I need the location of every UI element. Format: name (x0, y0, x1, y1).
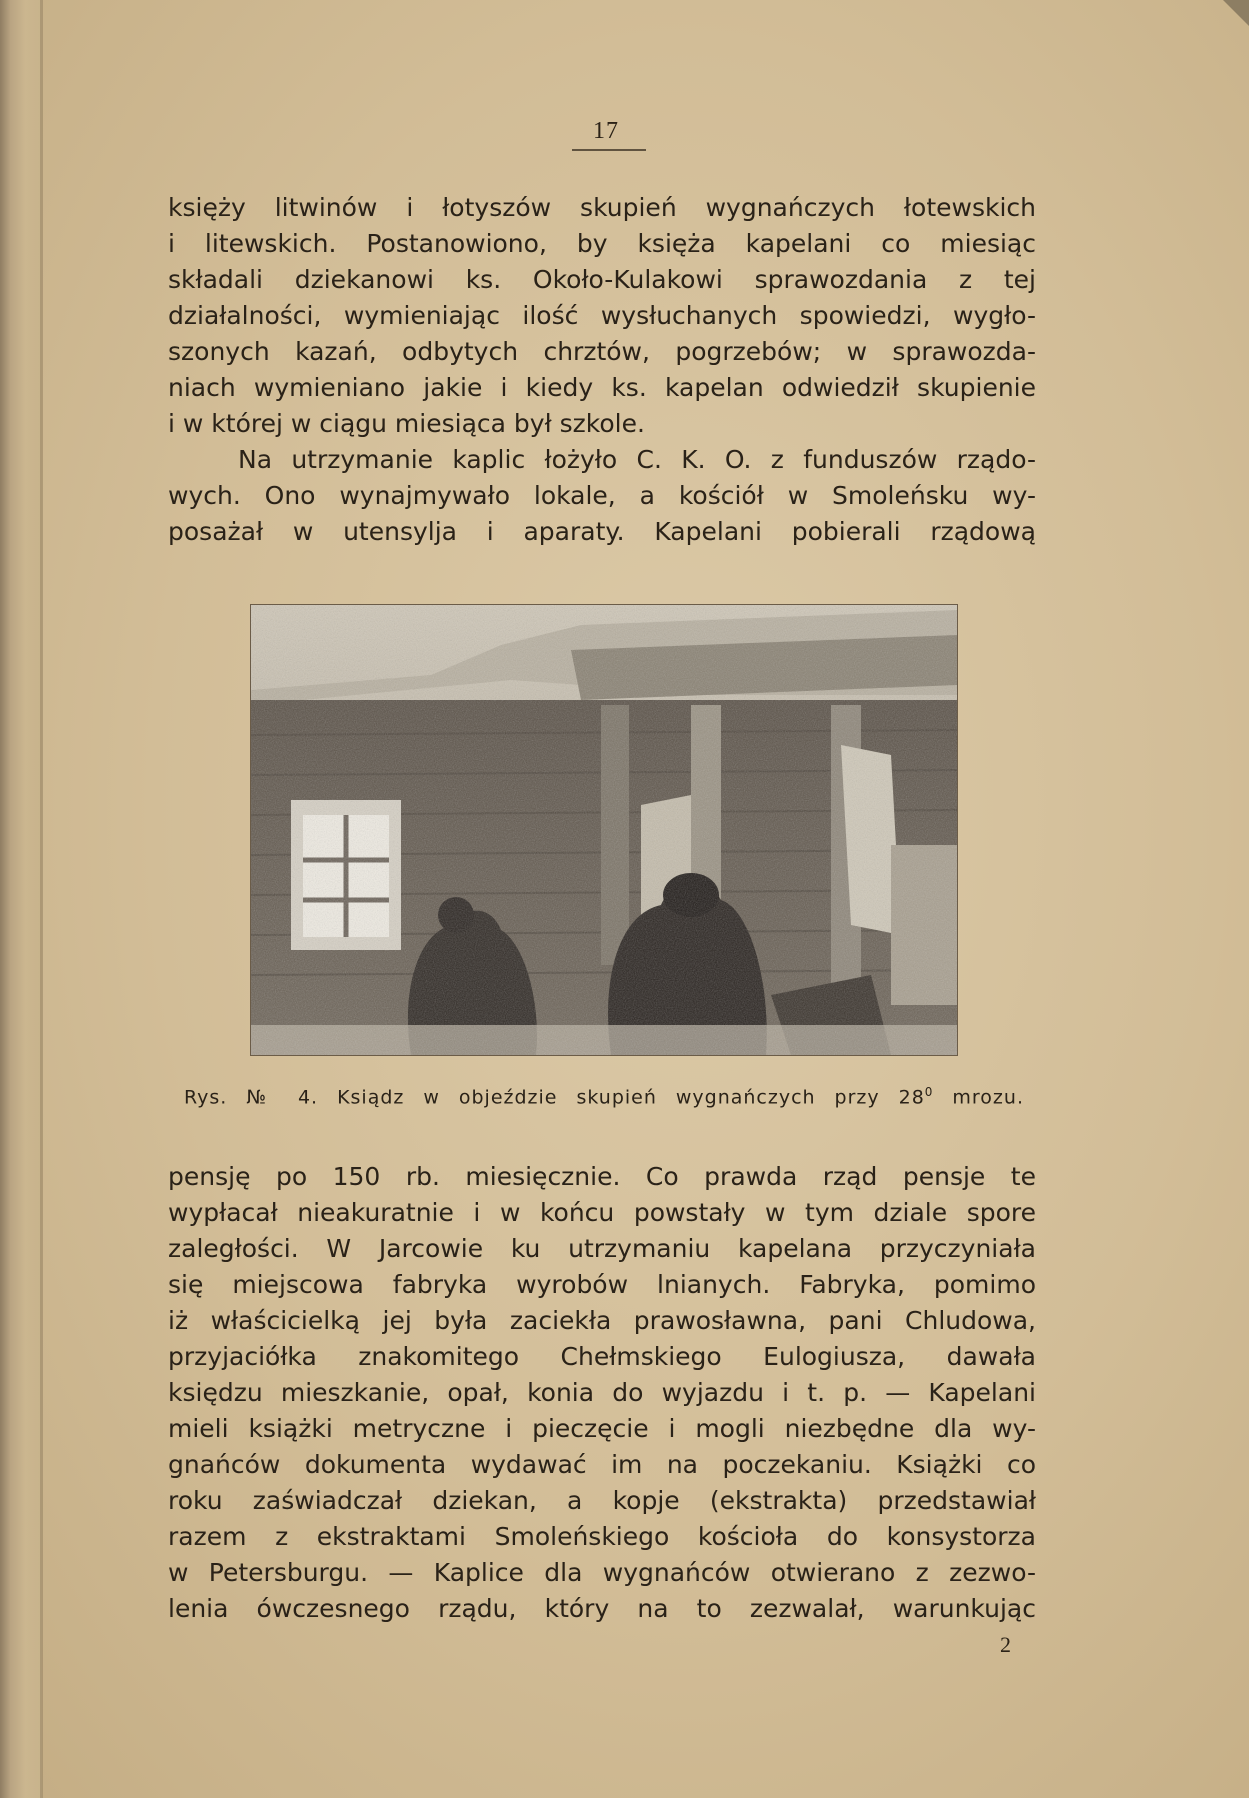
text-line: razem z ekstraktami Smoleńskiego kościoła do konsystorza (168, 1522, 1036, 1551)
paragraph-top (168, 190, 1036, 550)
photo-grain (251, 605, 957, 1055)
text-line: niach wymieniano jakie i kiedy ks. kapelan odwiedził skupienie (168, 373, 1036, 402)
caption-suffix: mrozu. (952, 1086, 1024, 1109)
text-line: składali dziekanowi ks. Około-Kulakowi sprawozdania z tej (168, 265, 1036, 294)
text-line: wych. Ono wynajmywało lokale, a kościół w Smoleńsku wy- (168, 481, 1036, 510)
text-line: księży litwinów i łotyszów skupień wygnańczych łotewskich (168, 193, 1036, 222)
halftone-photograph (250, 604, 958, 1056)
text-line: posażał w utensylja i aparaty. Kapelani pobierali rządową (168, 517, 1036, 546)
text-line: się miejscowa fabryka wyrobów lnianych. Fabryka, pomimo (168, 1270, 1036, 1299)
text-line: iż właścicielką jej była zaciekła prawosławna, pani Chludowa, (168, 1306, 1036, 1335)
page-corner-shadow (1223, 0, 1249, 26)
text-line: roku zaświadczał dziekan, a kopje (ekstrakta) przedstawiał (168, 1486, 1036, 1515)
caption-prefix: Rys. № 4. (184, 1086, 319, 1109)
text-line: mieli książki metryczne i pieczęcie i mogli niezbędne dla wy- (168, 1414, 1036, 1443)
text-line: szonych kazań, odbytych chrztów, pogrzebów; w sprawozda- (168, 337, 1036, 366)
page-number-rule (572, 149, 646, 151)
text-line: gnańców dokumenta wydawać im na poczekaniu. Książki co (168, 1450, 1036, 1479)
text-line: przyjaciółka znakomitego Chełmskiego Eulogiusza, dawała (168, 1342, 1036, 1371)
text-line: lenia ówczesnego rządu, który na to zezwalał, warunkując (168, 1594, 1036, 1623)
text-line: księdzu mieszkanie, opał, konia do wyjazdu i t. p. — Kapelani (168, 1378, 1036, 1407)
figure-caption (184, 1085, 1024, 1108)
text-line: zaległości. W Jarcowie ku utrzymaniu kapelana przyczyniała (168, 1234, 1036, 1263)
binding-crease (40, 0, 43, 1798)
text-line: pensję po 150 rb. miesięcznie. Co prawda rząd pensje te (168, 1162, 1036, 1191)
paragraph-bottom (168, 1159, 1036, 1627)
text-line: Na utrzymanie kaplic łożyło C. K. O. z funduszów rządo- (238, 445, 1036, 474)
text-line: wypłacał nieakuratnie i w końcu powstały w tym dziale spore (168, 1198, 1036, 1227)
page-number: 17 (593, 118, 619, 144)
caption-text: Ksiądz w objeździe skupień wygnańczych przy 28 (337, 1086, 925, 1109)
caption-degree: 0 (924, 1085, 934, 1099)
text-line: i litewskich. Postanowiono, by księża kapelani co miesiąc (168, 229, 1036, 258)
page-binding-edge (0, 0, 42, 1798)
signature-mark: 2 (1000, 1632, 1011, 1657)
text-line: w Petersburgu. — Kaplice dla wygnańców otwierano z zezwo- (168, 1558, 1036, 1587)
text-line: i w której w ciągu miesiąca był szkole. (168, 409, 645, 438)
text-line: działalności, wymieniając ilość wysłuchanych spowiedzi, wygło- (168, 301, 1036, 330)
